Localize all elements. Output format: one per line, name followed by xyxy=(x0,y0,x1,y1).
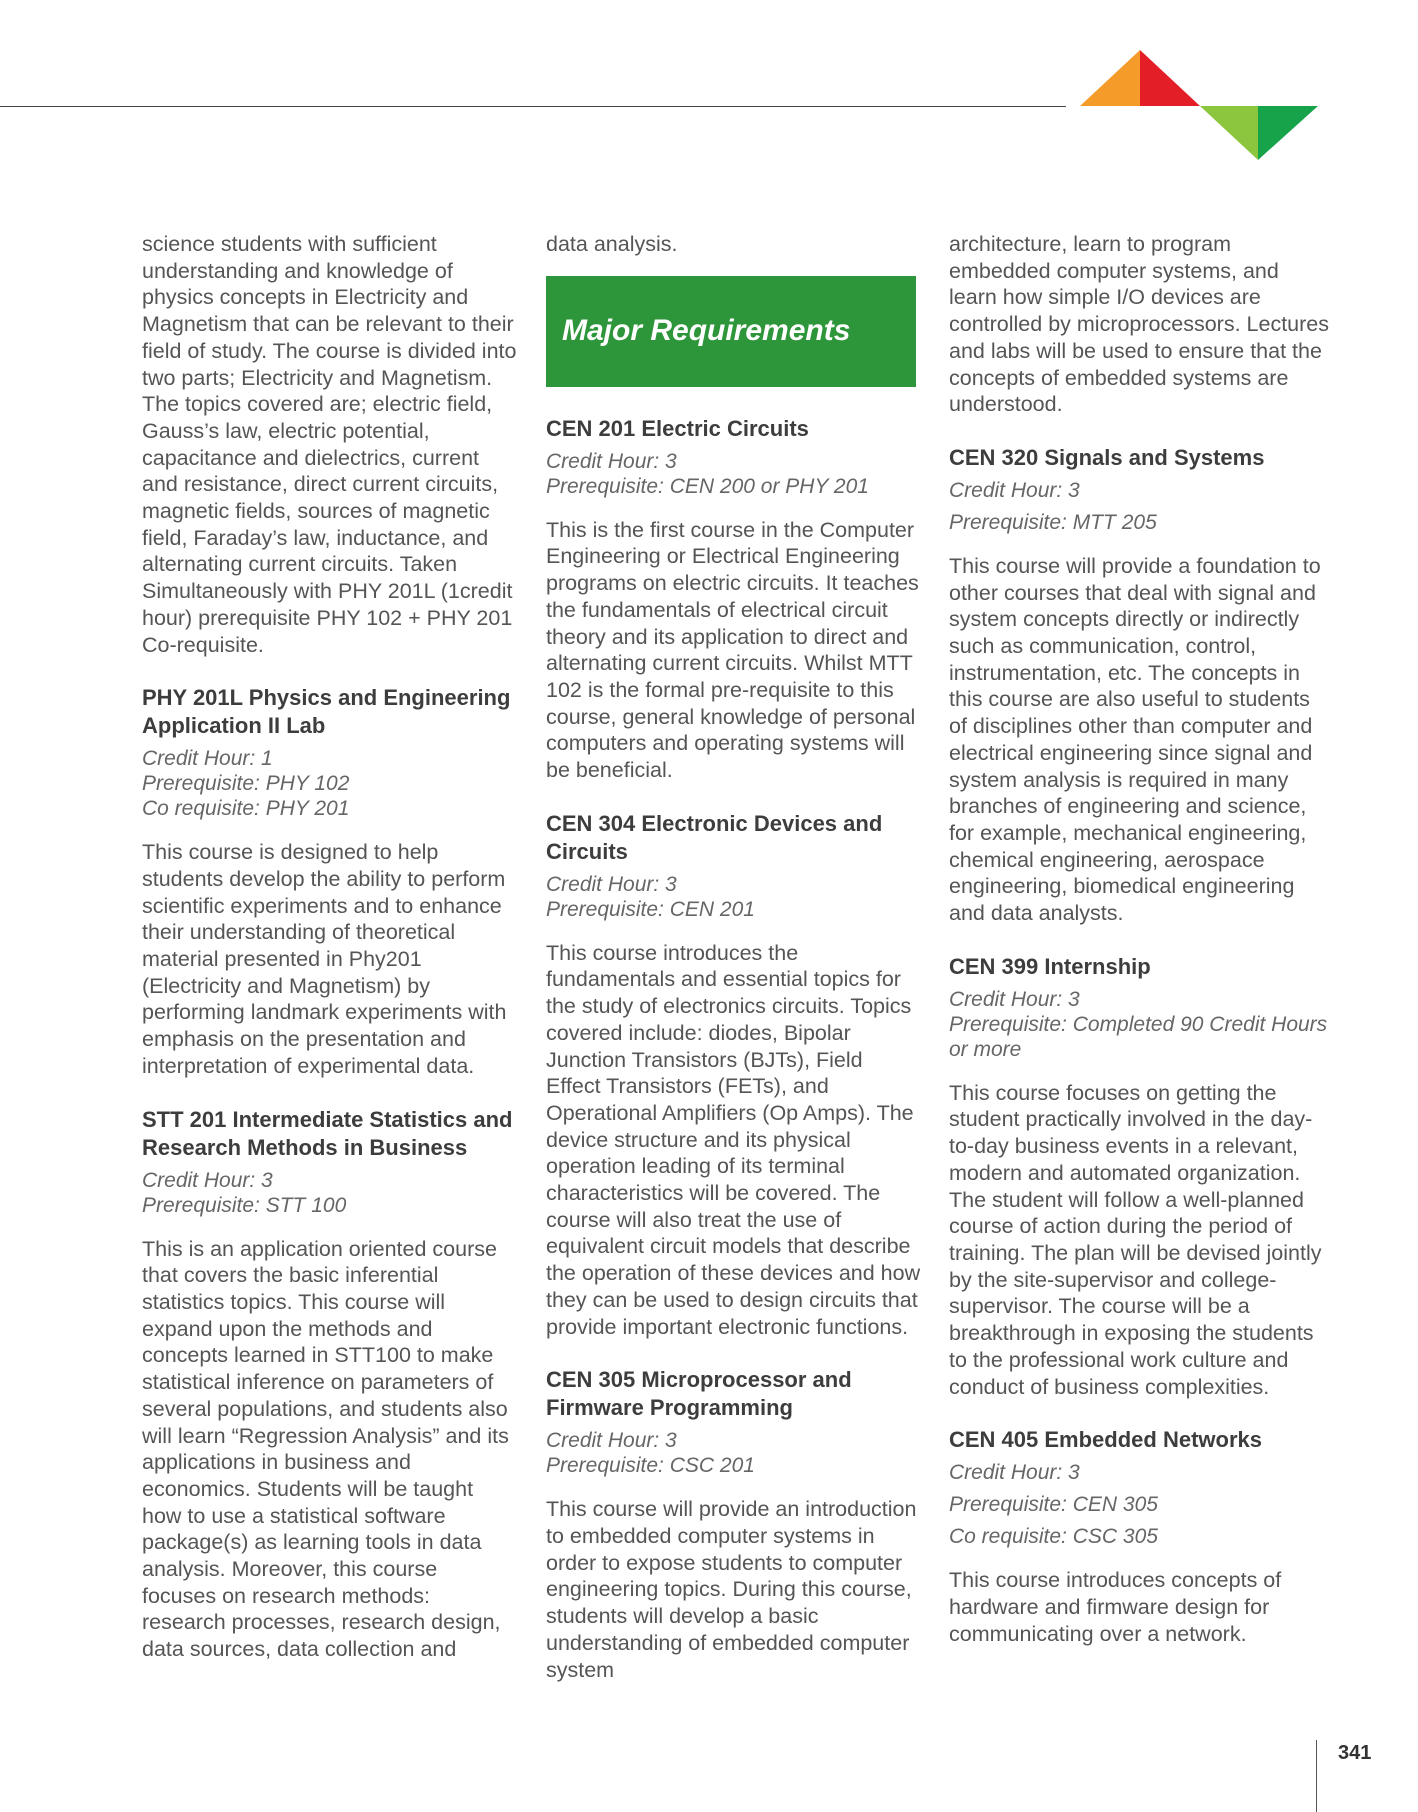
column-1 xyxy=(142,231,517,1681)
logo-lightgreen-triangle xyxy=(1200,106,1258,160)
course-title-cen399: CEN 399 Internship xyxy=(949,953,1151,979)
prerequisite: Prerequisite: STT 100 xyxy=(142,1193,347,1217)
course-description-cen399: This course focuses on getting the student practically involved in the day-to-day business events in a relevant, modern and automated organization. The student will follow a well-planned course of action during the period of training. The plan will be devised jointly by the site-supervisor and college-supervisor. The course will be a breakthrough in exposing the students to the professional work culture and conduct of business complexities. xyxy=(949,1080,1322,1399)
course-title-cen305: CEN 305 Microprocessor and Firmware Programming xyxy=(546,1367,852,1421)
prerequisite: Prerequisite: MTT 205 xyxy=(949,510,1157,534)
column-2 xyxy=(546,231,921,1701)
course-title-cen405: CEN 405 Embedded Networks xyxy=(949,1427,1262,1453)
prerequisite: Prerequisite: CEN 305 xyxy=(949,1493,1158,1517)
major-requirements-banner xyxy=(546,276,916,387)
corequisite: Co requisite: CSC 305 xyxy=(949,1525,1158,1549)
prerequisite: Prerequisite: CEN 200 or PHY 201 xyxy=(546,474,869,498)
course-meta-cen405 xyxy=(949,1460,1329,1549)
course-meta-cen305 xyxy=(546,1428,921,1478)
logo-orange-triangle xyxy=(1080,50,1140,106)
course-description-stt201: This is an application oriented course that covers the basic inferential statistics topics. This course will expand upon the methods and concepts learned in STT100 to make statistical inference on parameters of several populations, and students also will learn “Regression Analysis” and its applications in business and economics. Students will be taught how to use a statistical software package(s) as learning tools in data analysis. Moreover, this course focuses on research methods: research processes, research design, data sources, data collection and xyxy=(142,1236,509,1662)
course-title-cen304: CEN 304 Electronic Devices and Circuits xyxy=(546,810,883,864)
course-description-cen201: This is the first course in the Computer Engineering or Electrical Engineering programs on electric circuits. It teaches the fundamentals of electrical circuit theory and its application to direct and alternating current circuits. Whilst MTT 102 is the formal pre-requisite to this course, general knowledge of personal computers and operating systems will be beneficial. xyxy=(546,517,919,783)
page-number: 341 xyxy=(1338,1742,1372,1764)
course-title-phy201l: PHY 201L Physics and Engineering Application II Lab xyxy=(142,685,511,739)
credit-hour: Credit Hour: 3 xyxy=(546,449,677,473)
logo-red-triangle xyxy=(1140,50,1200,106)
logo-green-triangle xyxy=(1258,106,1318,160)
course-meta-phy201l xyxy=(142,746,517,821)
credit-hour: Credit Hour: 3 xyxy=(949,987,1080,1011)
course-meta-cen304 xyxy=(546,872,921,922)
course-description-cen305: This course will provide an introduction to embedded computer systems in order to expose students to computer engineering topics. During this course, students will develop a basic understanding of embedded computer system xyxy=(546,1497,917,1682)
credit-hour: Credit Hour: 3 xyxy=(546,1429,677,1453)
prerequisite: Prerequisite: PHY 102 xyxy=(142,772,350,796)
credit-hour: Credit Hour: 3 xyxy=(949,478,1080,502)
column-3 xyxy=(949,231,1329,1665)
prerequisite: Prerequisite: Completed 90 Credit Hours or more xyxy=(949,1012,1328,1061)
header-rule xyxy=(0,106,1066,107)
continued-text: architecture, learn to program embedded computer systems, and learn how simple I/O devices are controlled by microprocessors. Lectures and labs will be used to ensure that the concepts of embedded systems are understood. xyxy=(949,232,1329,417)
prerequisite: Prerequisite: CEN 201 xyxy=(546,897,755,921)
course-meta-stt201 xyxy=(142,1168,517,1218)
triangle-logo-icon xyxy=(1080,48,1320,163)
course-description-phy201l: This course is designed to help students develop the ability to perform scientific experiments and to enhance their understanding of theoretical material presented in Phy201 (Electricity and Magnetism) by performing landmark experiments with emphasis on the presentation and interpretation of experimental data. xyxy=(142,840,507,1078)
intro-paragraph: science students with sufficient understanding and knowledge of physics concepts in Electricity and Magnetism that can be relevant to their field of study. The course is divided into two parts; Electricity and Magnetism. The topics covered are; electric field, Gauss’s law, electric potential, capacitance and dielectrics, current and resistance, direct current circuits, magnetic fields, sources of magnetic field, Faraday’s law, inductance, and alternating current circuits. Taken Simultaneously with PHY 201L (1credit hour) prerequisite PHY 102 + PHY 201 Co-requisite. xyxy=(142,232,517,657)
credit-hour: Credit Hour: 3 xyxy=(546,872,677,896)
course-meta-cen399 xyxy=(949,987,1329,1062)
credit-hour: Credit Hour: 3 xyxy=(142,1168,273,1192)
course-title-cen201: CEN 201 Electric Circuits xyxy=(546,415,809,441)
credit-hour: Credit Hour: 3 xyxy=(949,1461,1080,1485)
page-number-rule xyxy=(1316,1740,1317,1812)
banner-title: Major Requirements xyxy=(562,314,851,348)
course-title-cen320: CEN 320 Signals and Systems xyxy=(949,444,1265,470)
course-description-cen304: This course introduces the fundamentals and essential topics for the study of electronics circuits. Topics covered include: diodes, Bipolar Junction Transistors (BJTs), Field Effect Transistors (FETs), and Operational Amplifiers (Op Amps). The device structure and its physical operation leading of its terminal characteristics will be covered. The course will also treat the use of equivalent circuit models that describe the operation of these devices and how they can be used to design circuits that provide important electronic functions. xyxy=(546,940,921,1339)
corequisite: Co requisite: PHY 201 xyxy=(142,797,350,821)
course-title-stt201: STT 201 Intermediate Statistics and Research Methods in Business xyxy=(142,1106,513,1160)
course-description-cen405: This course introduces concepts of hardware and firmware design for communicating over a network. xyxy=(949,1568,1282,1646)
prerequisite: Prerequisite: CSC 201 xyxy=(546,1454,755,1478)
course-meta-cen320 xyxy=(949,478,1329,535)
continued-text: data analysis. xyxy=(546,232,678,256)
course-meta-cen201 xyxy=(546,449,921,499)
credit-hour: Credit Hour: 1 xyxy=(142,747,273,771)
course-description-cen320: This course will provide a foundation to other courses that deal with signal and system concepts directly or indirectly such as communication, control, instrumentation, etc. The concepts in this course are also useful to students of disciplines other than computer and electrical engineering since signal and system analysis is required in many branches of engineering and science, for example, mechanical engineering, chemical engineering, aerospace engineering, biomedical engineering and data analysts. xyxy=(949,553,1321,926)
